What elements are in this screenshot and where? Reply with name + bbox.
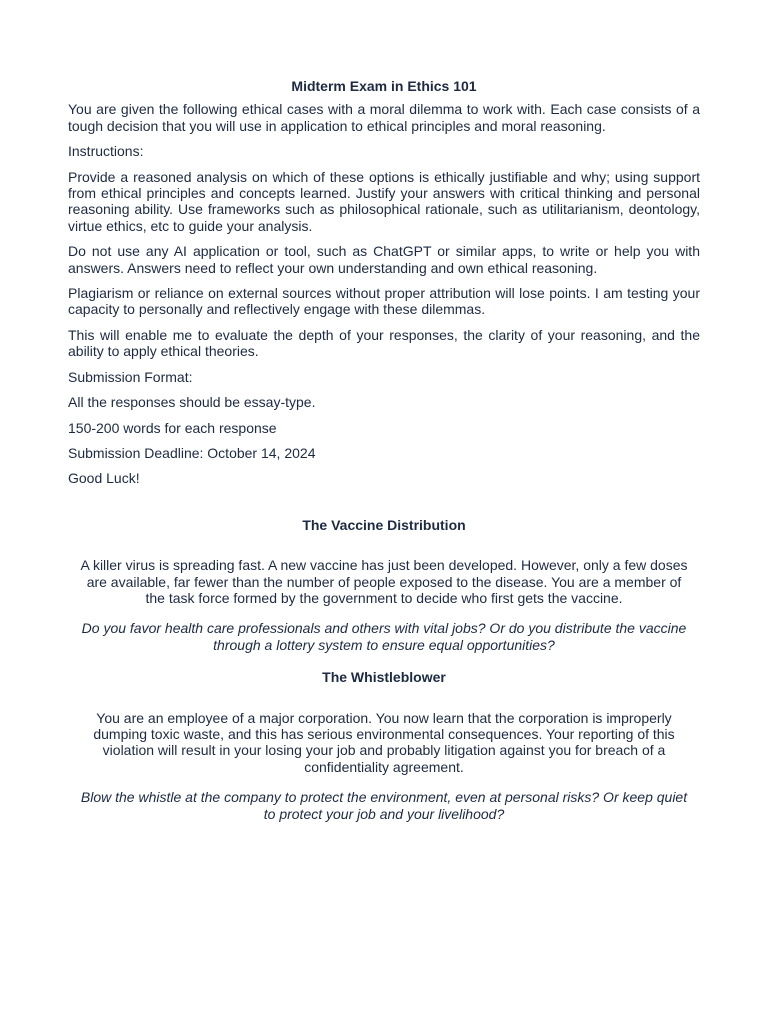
instruction-paragraph: Plagiarism or reliance on external sources without proper attribution will lose points. I am testing your capacity to personally and reflectively engage with these dilemmas.: [68, 285, 700, 318]
instruction-paragraph: Provide a reasoned analysis on which of these options is ethically justifiable and why; using support from ethical principles and concepts learned. Justify your answers with critical thinking and personal reasoning ability. Use frameworks such as philosophical rationale, such as utilitarianism, deontology, virtue ethics, etc to guide your analysis.: [68, 168, 700, 234]
case-body: A killer virus is spreading fast. A new vaccine has just been developed. However, only a few doses are available, far fewer than the number of people exposed to the disease. You are a member of the task force formed by the government to decide who first gets the vaccine.: [80, 557, 688, 606]
instruction-paragraph: Do not use any AI application or tool, such as ChatGPT or similar apps, to write or help you with answers. Answers need to reflect your own understanding and own ethical reasoning.: [68, 243, 700, 276]
instructions-label: Instructions:: [68, 143, 144, 160]
case-whistleblower: [68, 669, 700, 822]
case-title: The Whistleblower: [322, 669, 446, 686]
case-question: Do you favor health care professionals and others with vital jobs? Or do you distribute the vaccine through a lottery system to ensure equal opportunities?: [81, 620, 687, 653]
submission-item: All the responses should be essay-type.: [68, 394, 316, 411]
instruction-paragraph: This will enable me to evaluate the depth of your responses, the clarity of your reasoning, and the ability to apply ethical theories.: [68, 326, 700, 360]
case-question: Blow the whistle at the company to protect the environment, even at personal risks? Or keep quiet to protect your job and your livelihood?: [80, 789, 688, 822]
case-body: You are an employee of a major corporation. You now learn that the corporation is improperly dumping toxic waste, and this has serious environmental consequences. Your reporting of this violation will result in your losing your job and probably litigation against you for breach of a confidentiality agreement.: [93, 709, 675, 775]
page-title: Midterm Exam in Ethics 101: [291, 78, 477, 94]
case-vaccine: [68, 517, 700, 653]
case-title: The Vaccine Distribution: [302, 516, 466, 533]
closing-line: Good Luck!: [68, 470, 140, 487]
submission-deadline: Submission Deadline: October 14, 2024: [68, 444, 316, 461]
submission-item: 150-200 words for each response: [68, 419, 277, 436]
submission-format-label: Submission Format:: [68, 368, 193, 385]
intro-paragraph: You are given the following ethical cases with a moral dilemma to work with. Each case consists of a tough decision that you will use in application to ethical principles and moral reasoning.: [68, 101, 700, 134]
